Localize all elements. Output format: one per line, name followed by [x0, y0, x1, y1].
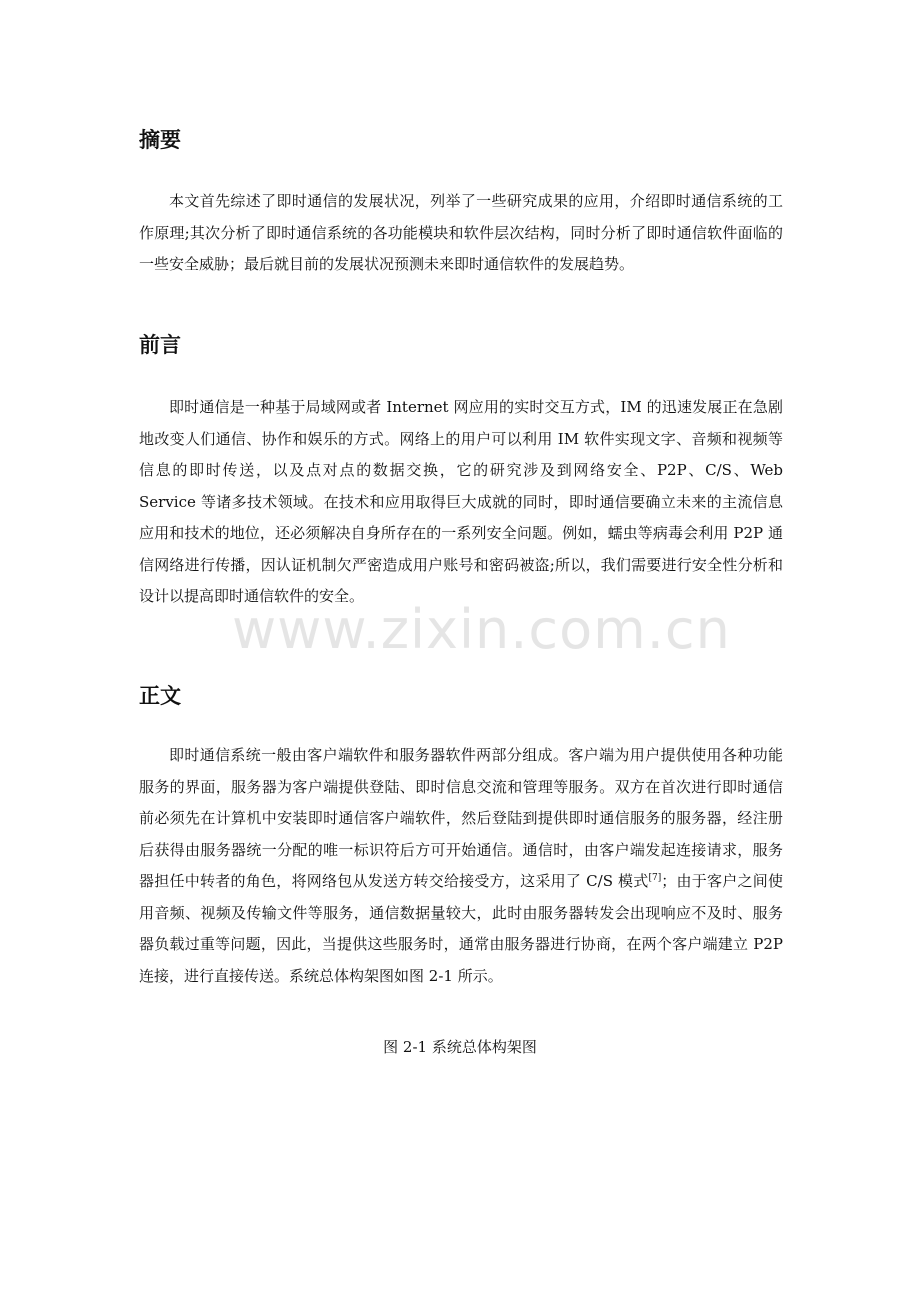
- abstract-paragraph: 本文首先综述了即时通信的发展状况，列举了一些研究成果的应用，介绍即时通信系统的工作原理;其次分析了即时通信系统的各功能模块和软件层次结构，同时分析了即时通信软件面临的一些安全威胁；最后就目前的发展状况预测未来即时通信软件的发展趋势。: [139, 192, 783, 273]
- abstract-heading: 摘要: [139, 128, 181, 152]
- figure-caption: 图 2-1 系统总体构架图: [383, 1038, 537, 1056]
- citation-ref[interactable]: [7]: [648, 873, 662, 883]
- body-heading: 正文: [139, 684, 181, 708]
- preface-heading: 前言: [139, 333, 181, 357]
- preface-paragraph: 即时通信是一种基于局域网或者 Internet 网应用的实时交互方式，IM 的迅速发展正在急剧地改变人们通信、协作和娱乐的方式。网络上的用户可以利用 IM 软件实现文字、音频和视频等信息的即时传送，以及点对点的数据交换，它的研究涉及到网络安全、P2P、C/S、Web Service 等诸多技术领域。在技术和应用取得巨大成就的同时，即时通信要确立未来的主流信息应用和技术的地位，还必须解决自身所存在的一系列安全问题。例如，蠕虫等病毒会利用 P2P 通信网络进行传播，因认证机制欠严密造成用户账号和密码被盗;所以，我们需要进行安全性分析和设计以提高即时通信软件的安全。: [139, 398, 783, 605]
- body-text-part-1: 即时通信系统一般由客户端软件和服务器软件两部分组成。客户端为用户提供使用各种功能服务的界面，服务器为客户端提供登陆、即时信息交流和管理等服务。双方在首次进行即时通信前必须先在计算机中安装即时通信客户端软件，然后登陆到提供即时通信服务的服务器，经注册后获得由服务器统一分配的唯一标识符后方可开始通信。通信时，由客户端发起连接请求，服务器担任中转者的角色，将网络包从发送方转交给接受方，这采用了 C/S 模式: [139, 746, 783, 890]
- body-paragraph: [139, 740, 783, 992]
- watermark: www.zixin.com.cn: [232, 598, 731, 661]
- body-text-part-2: ；由于客户之间使用音频、视频及传输文件等服务，通信数据量较大，此时由服务器转发会出现响应不及时、服务器负载过重等问题，因此，当提供这些服务时，通常由服务器进行协商，在两个客户端建立 P2P 连接，进行直接传送。系统总体构架图如图 2-1 所示。: [139, 872, 783, 985]
